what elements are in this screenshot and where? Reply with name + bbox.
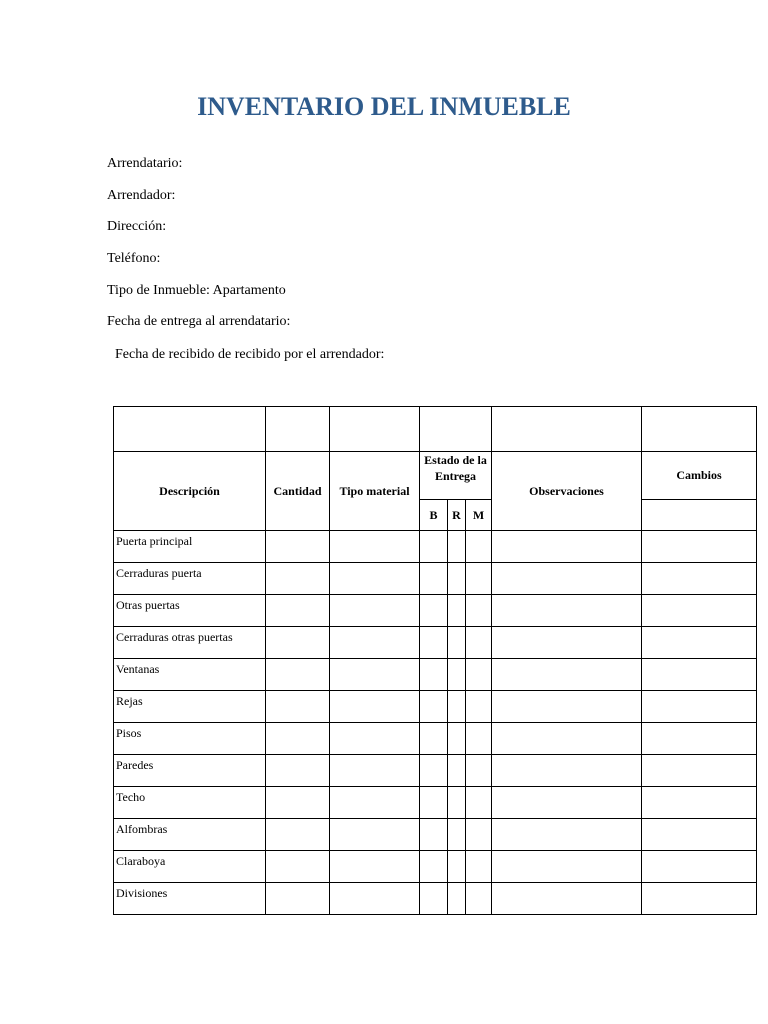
observaciones-cell [492,691,642,723]
observaciones-cell [492,723,642,755]
observaciones-cell [492,627,642,659]
b-cell [420,723,448,755]
cambios-cell [642,595,757,627]
cambios-cell [642,851,757,883]
cantidad-cell [266,659,330,691]
b-cell [420,595,448,627]
observaciones-cell [492,819,642,851]
r-cell [448,691,466,723]
cantidad-cell [266,691,330,723]
r-cell [448,563,466,595]
b-cell [420,883,448,915]
header-descripcion: Descripción [114,452,266,531]
m-cell [466,787,492,819]
blank-cell [330,407,420,452]
observaciones-cell [492,659,642,691]
row-description: Claraboya [114,851,266,883]
observaciones-cell [492,531,642,563]
m-cell [466,563,492,595]
table-row [114,851,757,883]
header-estado-entrega: Estado de la Entrega [420,452,492,500]
row-description: Techo [114,787,266,819]
header-tipo-material: Tipo material [330,452,420,531]
m-cell [466,755,492,787]
b-cell [420,627,448,659]
r-cell [448,595,466,627]
b-cell [420,851,448,883]
row-description: Alfombras [114,819,266,851]
field-telefono: Teléfono: [107,251,161,266]
tipo-material-cell [330,755,420,787]
blank-cell [642,407,757,452]
table-header-row [114,452,757,500]
cantidad-cell [266,851,330,883]
tipo-material-cell [330,595,420,627]
blank-cell [492,407,642,452]
cantidad-cell [266,563,330,595]
row-description: Otras puertas [114,595,266,627]
observaciones-cell [492,851,642,883]
table-row [114,723,757,755]
m-cell [466,819,492,851]
table-row [114,531,757,563]
tipo-material-cell [330,851,420,883]
r-cell [448,787,466,819]
tipo-material-cell [330,563,420,595]
cantidad-cell [266,723,330,755]
header-b: B [420,500,448,531]
b-cell [420,691,448,723]
table-row [114,819,757,851]
header-cantidad: Cantidad [266,452,330,531]
r-cell [448,755,466,787]
b-cell [420,563,448,595]
cambios-cell [642,691,757,723]
cantidad-cell [266,531,330,563]
cantidad-cell [266,755,330,787]
b-cell [420,787,448,819]
tipo-material-cell [330,819,420,851]
tipo-material-cell [330,723,420,755]
table-top-blank-row [114,407,757,452]
m-cell [466,851,492,883]
b-cell [420,531,448,563]
table-row [114,787,757,819]
table-row [114,691,757,723]
document-title: INVENTARIO DEL INMUEBLE [197,92,571,121]
r-cell [448,723,466,755]
m-cell [466,531,492,563]
m-cell [466,883,492,915]
cambios-cell [642,531,757,563]
r-cell [448,851,466,883]
table-row [114,755,757,787]
tipo-material-cell [330,787,420,819]
field-tipo-inmueble: Tipo de Inmueble: Apartamento [107,283,286,298]
tipo-material-cell [330,659,420,691]
m-cell [466,595,492,627]
m-cell [466,723,492,755]
blank-cell [114,407,266,452]
field-arrendador: Arrendador: [107,188,176,203]
table-row [114,627,757,659]
tipo-material-cell [330,531,420,563]
row-description: Rejas [114,691,266,723]
b-cell [420,659,448,691]
r-cell [448,531,466,563]
b-cell [420,755,448,787]
cambios-cell [642,723,757,755]
row-description: Divisiones [114,883,266,915]
row-description: Paredes [114,755,266,787]
cambios-cell [642,627,757,659]
cambios-cell [642,659,757,691]
observaciones-cell [492,595,642,627]
header-m: M [466,500,492,531]
cantidad-cell [266,819,330,851]
cambios-cell [642,819,757,851]
observaciones-cell [492,755,642,787]
table-row [114,659,757,691]
field-fecha-recibido: Fecha de recibido de recibido por el arrendador: [115,347,385,362]
cambios-cell [642,787,757,819]
header-r: R [448,500,466,531]
header-cambios: Cambios [642,452,757,500]
row-description: Ventanas [114,659,266,691]
m-cell [466,627,492,659]
cantidad-cell [266,627,330,659]
table-row [114,595,757,627]
blank-cell [266,407,330,452]
table-row [114,563,757,595]
observaciones-cell [492,883,642,915]
cambios-cell [642,755,757,787]
field-arrendatario: Arrendatario: [107,156,183,171]
observaciones-cell [492,563,642,595]
observaciones-cell [492,787,642,819]
cantidad-cell [266,787,330,819]
r-cell [448,659,466,691]
table-row [114,883,757,915]
cambios-cell [642,883,757,915]
inventory-table [113,406,757,915]
r-cell [448,627,466,659]
blank-cell [420,407,492,452]
blank-cell [642,500,757,531]
r-cell [448,883,466,915]
b-cell [420,819,448,851]
cambios-cell [642,563,757,595]
row-description: Cerraduras puerta [114,563,266,595]
field-direccion: Dirección: [107,219,167,234]
m-cell [466,691,492,723]
m-cell [466,659,492,691]
field-fecha-entrega: Fecha de entrega al arrendatario: [107,314,291,329]
cantidad-cell [266,883,330,915]
row-description: Pisos [114,723,266,755]
row-description: Cerraduras otras puertas [114,627,266,659]
tipo-material-cell [330,691,420,723]
tipo-material-cell [330,883,420,915]
row-description: Puerta principal [114,531,266,563]
tipo-material-cell [330,627,420,659]
r-cell [448,819,466,851]
header-observaciones: Observaciones [492,452,642,531]
cantidad-cell [266,595,330,627]
